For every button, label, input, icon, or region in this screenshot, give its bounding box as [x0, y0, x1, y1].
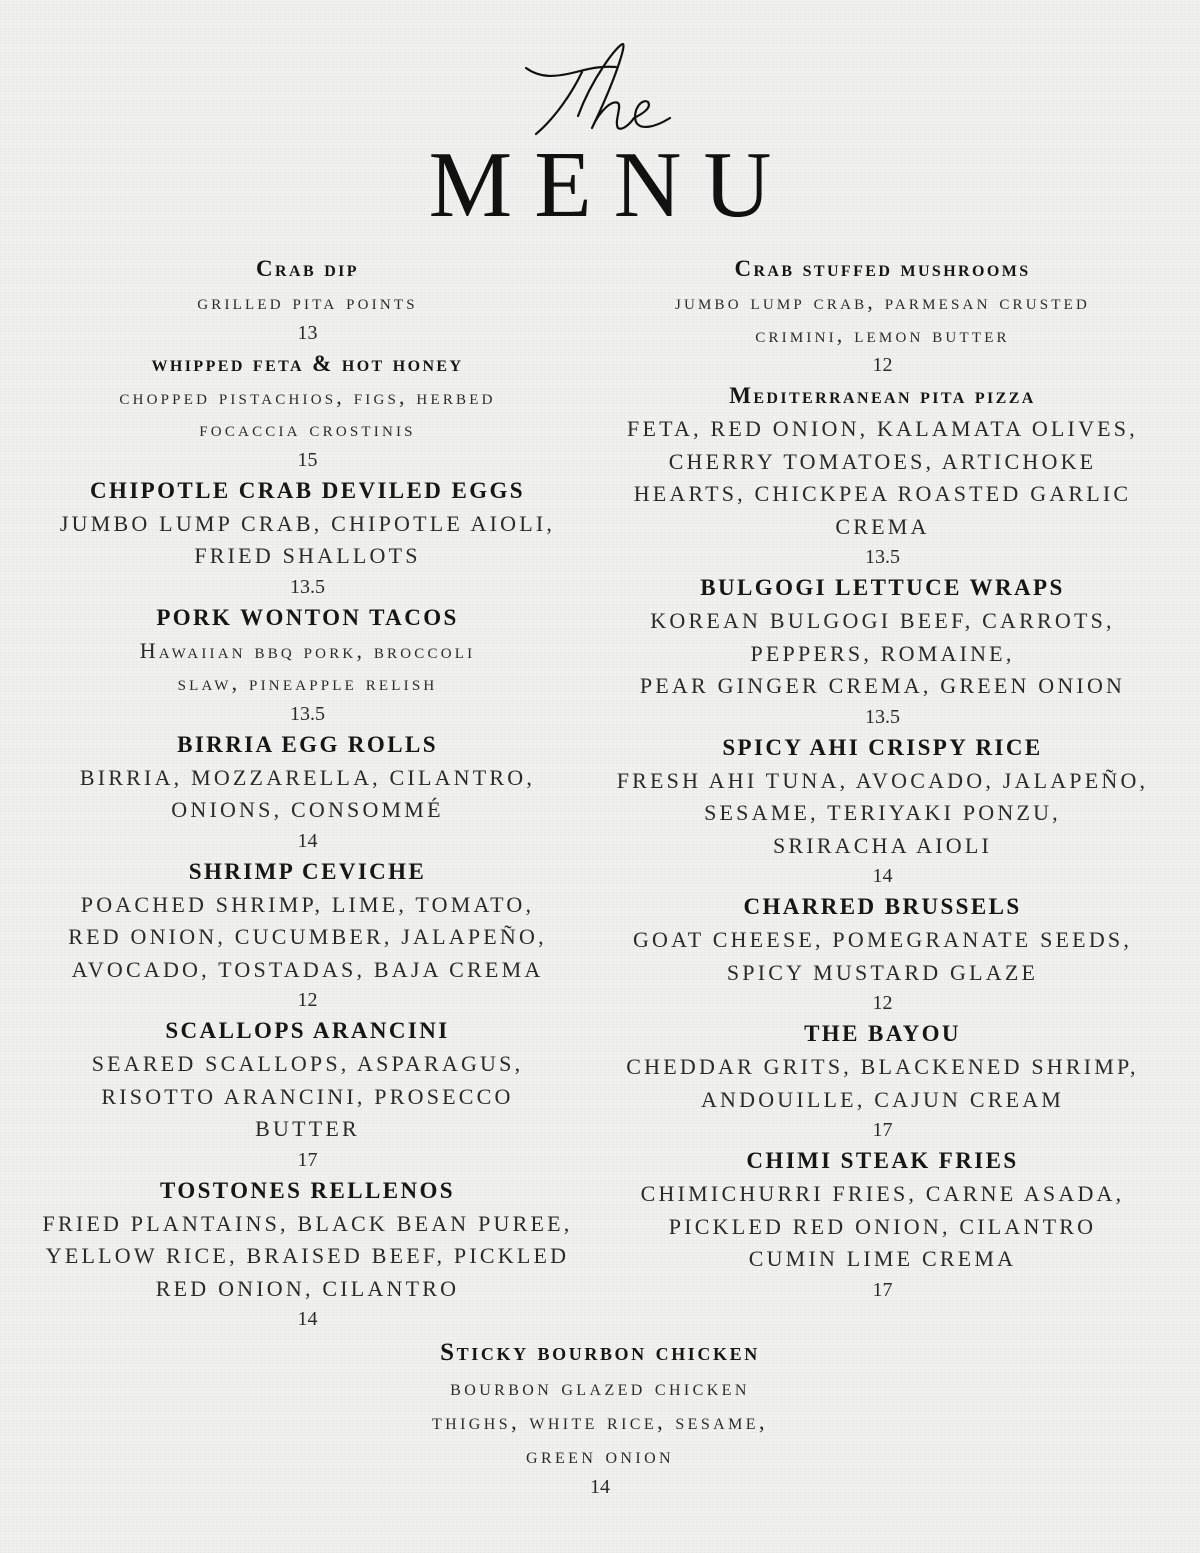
item-description-line: CREMA [835, 513, 930, 539]
item-name: whipped feta & hot honey [151, 350, 464, 376]
item-description [610, 924, 1155, 989]
item-description-line: CHEDDAR GRITS, BLACKENED SHRIMP, [626, 1054, 1139, 1079]
item-name: Sticky bourbon chicken [440, 1339, 760, 1366]
item-description [610, 1051, 1155, 1116]
item-description-line: POACHED SHRIMP, LIME, TOMATO, [80, 891, 535, 917]
item-name: THE BAYOU [804, 1021, 961, 1046]
item-description [610, 1178, 1155, 1276]
item-name: Crab dip [256, 256, 359, 281]
item-description [40, 286, 575, 319]
item-description-line: crimini, lemon butter [755, 321, 1010, 347]
item-price: 12 [872, 354, 893, 376]
item-name: Mediterranean pita pizza [729, 383, 1036, 408]
item-price: 12 [872, 992, 893, 1014]
item-description-line: GOAT CHEESE, POMEGRANATE SEEDS, [632, 927, 1133, 952]
item-description-line: FRIED SHALLOTS [194, 543, 421, 568]
page-title: MENU [428, 133, 794, 237]
item-price: 14 [297, 1308, 318, 1330]
item-description-line: SPICY MUSTARD GLAZE [726, 959, 1039, 985]
menu-item [610, 252, 1155, 379]
item-description-line: AVOCADO, TOSTADAS, BAJA CREMA [71, 956, 544, 982]
item-name: SCALLOPS ARANCINI [165, 1018, 450, 1043]
item-description-line: FRIED PLANTAINS, BLACK BEAN PUREE, [42, 1210, 573, 1236]
item-description [40, 508, 575, 573]
menu-item [610, 731, 1155, 891]
item-description-line: PEAR GINGER CREMA, GREEN ONION [639, 673, 1126, 698]
item-description-line: focaccia crostinis [199, 416, 416, 441]
item-description [610, 286, 1155, 351]
item-description-line: Hawaiian bbq pork, broccoli [139, 637, 476, 663]
menu-item [610, 379, 1155, 571]
menu-item [610, 1144, 1155, 1304]
item-price: 14 [872, 865, 893, 887]
item-description [610, 605, 1155, 703]
item-description-line: CUMIN LIME CREMA [748, 1246, 1017, 1271]
item-description-line: YELLOW RICE, BRAISED BEEF, PICKLED [45, 1243, 570, 1268]
item-description-line: CHIMICHURRI FRIES, CARNE ASADA, [640, 1181, 1125, 1206]
item-description-line: RED ONION, CUCUMBER, JALAPEÑO, [68, 924, 547, 949]
item-name: SHRIMP CEVICHE [188, 858, 427, 884]
item-description [40, 1208, 575, 1306]
menu-item [40, 855, 575, 1015]
item-description [40, 635, 575, 700]
item-price: 13.5 [290, 702, 325, 725]
menu-item [610, 890, 1155, 1017]
item-description-line: thighs, white rice, sesame, [431, 1409, 769, 1434]
item-name: TOSTONES RELLENOS [160, 1177, 455, 1203]
item-description-line: ONIONS, CONSOMMÉ [171, 797, 444, 822]
item-price: 13.5 [290, 575, 325, 598]
item-description [40, 1048, 575, 1146]
item-description-line: slaw, pineapple relish [177, 670, 438, 695]
item-description-line: jumbo lump crab, parmesan crusted [674, 289, 1091, 314]
item-price: 14 [590, 1476, 610, 1498]
item-description-line: SESAME, TERIYAKI PONZU, [704, 800, 1061, 825]
item-description [40, 381, 575, 446]
item-description-line: SRIRACHA AIOLI [773, 832, 992, 858]
item-description [40, 889, 575, 987]
script-title-the [520, 38, 680, 138]
menu-item [40, 474, 575, 601]
item-description-line: KOREAN BULGOGI BEEF, CARROTS, [650, 608, 1115, 633]
menu-item [300, 1335, 900, 1501]
item-description [610, 413, 1155, 543]
item-description-line: bourbon glazed chicken [450, 1375, 750, 1400]
item-description-line: grilled pita points [197, 289, 418, 314]
item-price: 13.5 [865, 546, 900, 568]
item-name: CHIMI STEAK FRIES [746, 1148, 1019, 1173]
item-description-line: CHERRY TOMATOES, ARTICHOKE [668, 448, 1097, 474]
item-description-line: BIRRIA, MOZZARELLA, CILANTRO, [79, 764, 536, 790]
menu-item [610, 571, 1155, 731]
item-name: CHARRED BRUSSELS [743, 894, 1022, 919]
item-description [300, 1371, 900, 1473]
item-description-line: chopped pistachios, figs, herbed [119, 383, 496, 409]
item-description-line: FRESH AHI TUNA, AVOCADO, JALAPEÑO, [616, 767, 1149, 793]
item-description-line: HEARTS, CHICKPEA ROASTED GARLIC [633, 481, 1132, 506]
item-description-line: PICKLED RED ONION, CILANTRO [668, 1213, 1097, 1239]
item-name: SPICY AHI CRISPY RICE [722, 734, 1043, 760]
item-price: 13.5 [865, 705, 900, 728]
item-description-line: RED ONION, CILANTRO [155, 1275, 460, 1301]
item-description-line: FETA, RED ONION, KALAMATA OLIVES, [627, 416, 1138, 441]
item-name: PORK WONTON TACOS [156, 604, 459, 630]
menu-item [40, 728, 575, 855]
item-name: BULGOGI LETTUCE WRAPS [700, 575, 1065, 600]
right-menu-column [610, 252, 1155, 1304]
item-price: 14 [297, 829, 318, 852]
item-description-line: RISOTTO ARANCINI, PROSECCO [101, 1083, 514, 1109]
item-price: 17 [872, 1278, 893, 1301]
menu-item [40, 1174, 575, 1334]
menu-item [40, 347, 575, 474]
item-price: 15 [297, 448, 318, 471]
item-price: 17 [297, 1148, 318, 1171]
item-name: BIRRIA EGG ROLLS [177, 731, 438, 757]
item-name: CHIPOTLE CRAB DEVILED EGGS [90, 477, 525, 503]
item-description-line: BUTTER [255, 1116, 360, 1141]
item-description-line: PEPPERS, ROMAINE, [750, 640, 1015, 666]
item-price: 12 [297, 989, 318, 1011]
item-description-line: ANDOUILLE, CAJUN CREAM [700, 1086, 1065, 1112]
item-description-line: green onion [525, 1443, 675, 1468]
item-description-line: SEARED SCALLOPS, ASPARAGUS, [91, 1051, 524, 1076]
item-price: 17 [872, 1119, 893, 1141]
item-description [610, 765, 1155, 863]
featured-menu-item [300, 1335, 900, 1501]
left-menu-column [40, 252, 575, 1333]
item-price: 13 [297, 321, 318, 344]
item-description-line: JUMBO LUMP CRAB, CHIPOTLE AIOLI, [59, 510, 556, 536]
item-description [40, 762, 575, 827]
menu-item [40, 601, 575, 728]
menu-item [610, 1017, 1155, 1144]
item-name: Crab stuffed mushrooms [734, 256, 1031, 281]
menu-item [40, 252, 575, 347]
menu-item [40, 1014, 575, 1174]
